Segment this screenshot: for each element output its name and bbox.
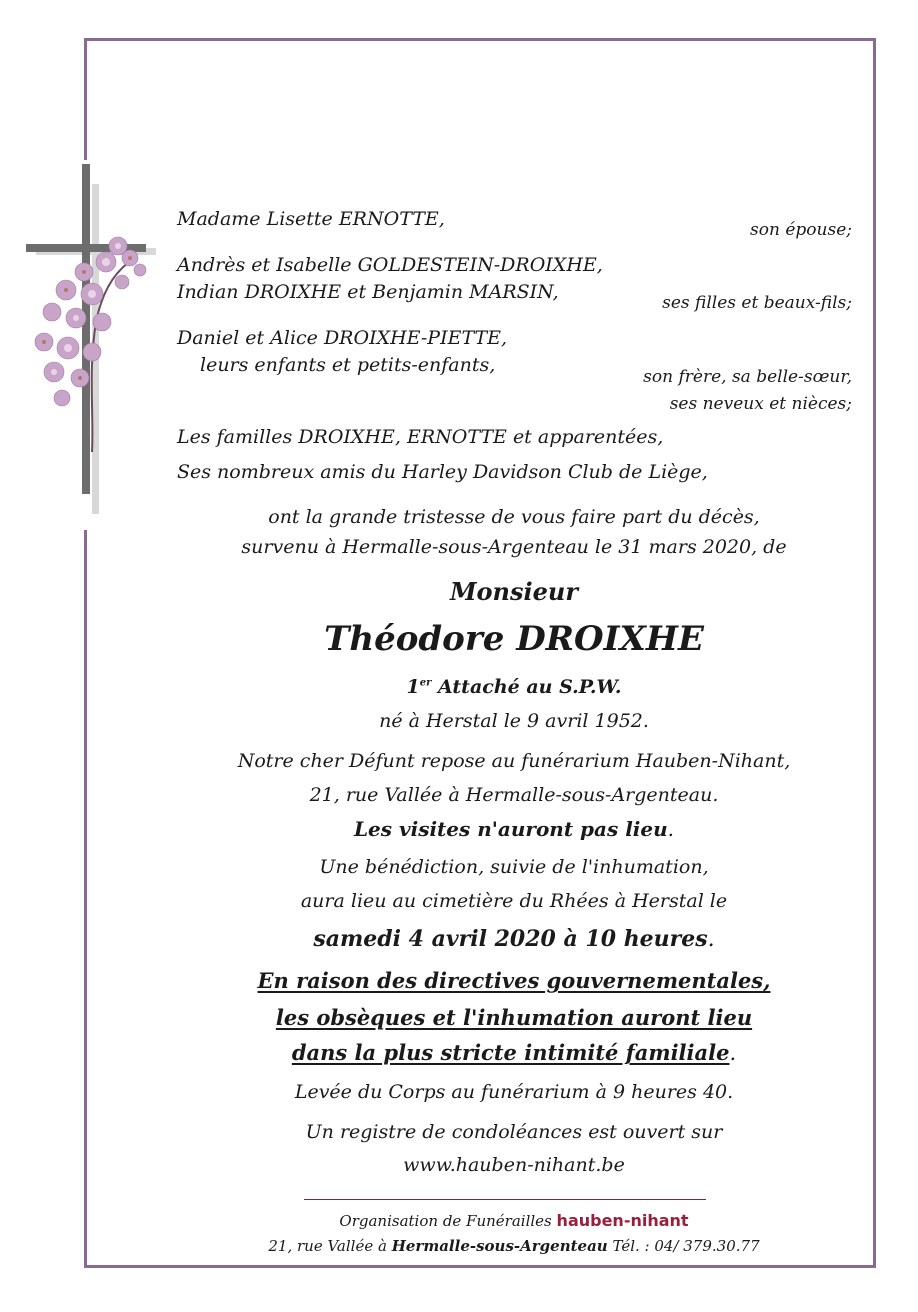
footer-organisation: Organisation de Funérailles hauben-nihant: [339, 1211, 689, 1230]
family-line: Madame Lisette ERNOTTE,: [177, 208, 445, 230]
announcement-line: survenu à Hermalle-sous-Argenteau le 31 mars 2020, de: [241, 536, 787, 558]
family-line: Indian DROIXHE et Benjamin MARSIN,: [177, 281, 559, 303]
footer-address: 21, rue Vallée à Hermalle-sous-Argenteau Tél. : 04/ 379.30.77: [268, 1237, 760, 1255]
relation-label: ses filles et beaux-fils;: [662, 293, 852, 313]
notice-line: En raison des directives gouvernementales,: [257, 968, 771, 993]
brand-logo: hauben-nihant: [556, 1211, 689, 1230]
footer-separator: [304, 1199, 706, 1200]
notice-line: les obsèques et l'inhumation auront lieu: [275, 1005, 753, 1030]
deceased-name: Théodore DROIXHE: [324, 619, 704, 659]
deceased-title: Monsieur: [449, 577, 578, 606]
birth-line: né à Herstal le 9 avril 1952.: [379, 710, 649, 732]
family-line: leurs enfants et petits-enfants,: [200, 354, 496, 376]
family-line: Les familles DROIXHE, ERNOTTE et apparentées,: [177, 426, 664, 448]
family-line: Andrès et Isabelle GOLDESTEIN-DROIXHE,: [177, 254, 603, 276]
family-line: Ses nombreux amis du Harley Davidson Club de Liège,: [177, 461, 708, 483]
family-line: Daniel et Alice DROIXHE-PIETTE,: [177, 327, 508, 349]
relation-label: son épouse;: [750, 220, 852, 240]
deceased-role: 1er Attaché au S.P.W.: [406, 676, 622, 698]
repose-line: 21, rue Vallée à Hermalle-sous-Argenteau.: [309, 784, 719, 806]
ceremony-date: samedi 4 avril 2020 à 10 heures.: [313, 926, 715, 952]
levee-line: Levée du Corps au funérarium à 9 heures 40.: [294, 1081, 734, 1103]
notice-line: dans la plus stricte intimité familiale.: [291, 1040, 737, 1065]
relation-label: ses neveux et nièces;: [669, 394, 852, 414]
relation-label: son frère, sa belle-sœur,: [643, 367, 852, 387]
registry-line: Un registre de condoléances est ouvert sur: [305, 1121, 723, 1143]
website-link[interactable]: www.hauben-nihant.be: [403, 1154, 625, 1176]
repose-line: Notre cher Défunt repose au funérarium Hauben-Nihant,: [237, 750, 791, 772]
ceremony-line: Une bénédiction, suivie de l'inhumation,: [319, 856, 709, 878]
visits-line: Les visites n'auront pas lieu.: [353, 817, 675, 841]
announcement-line: ont la grande tristesse de vous faire part du décès,: [268, 506, 760, 528]
cross-flower-icon: [22, 162, 162, 522]
ceremony-line: aura lieu au cimetière du Rhées à Herstal le: [300, 890, 728, 912]
